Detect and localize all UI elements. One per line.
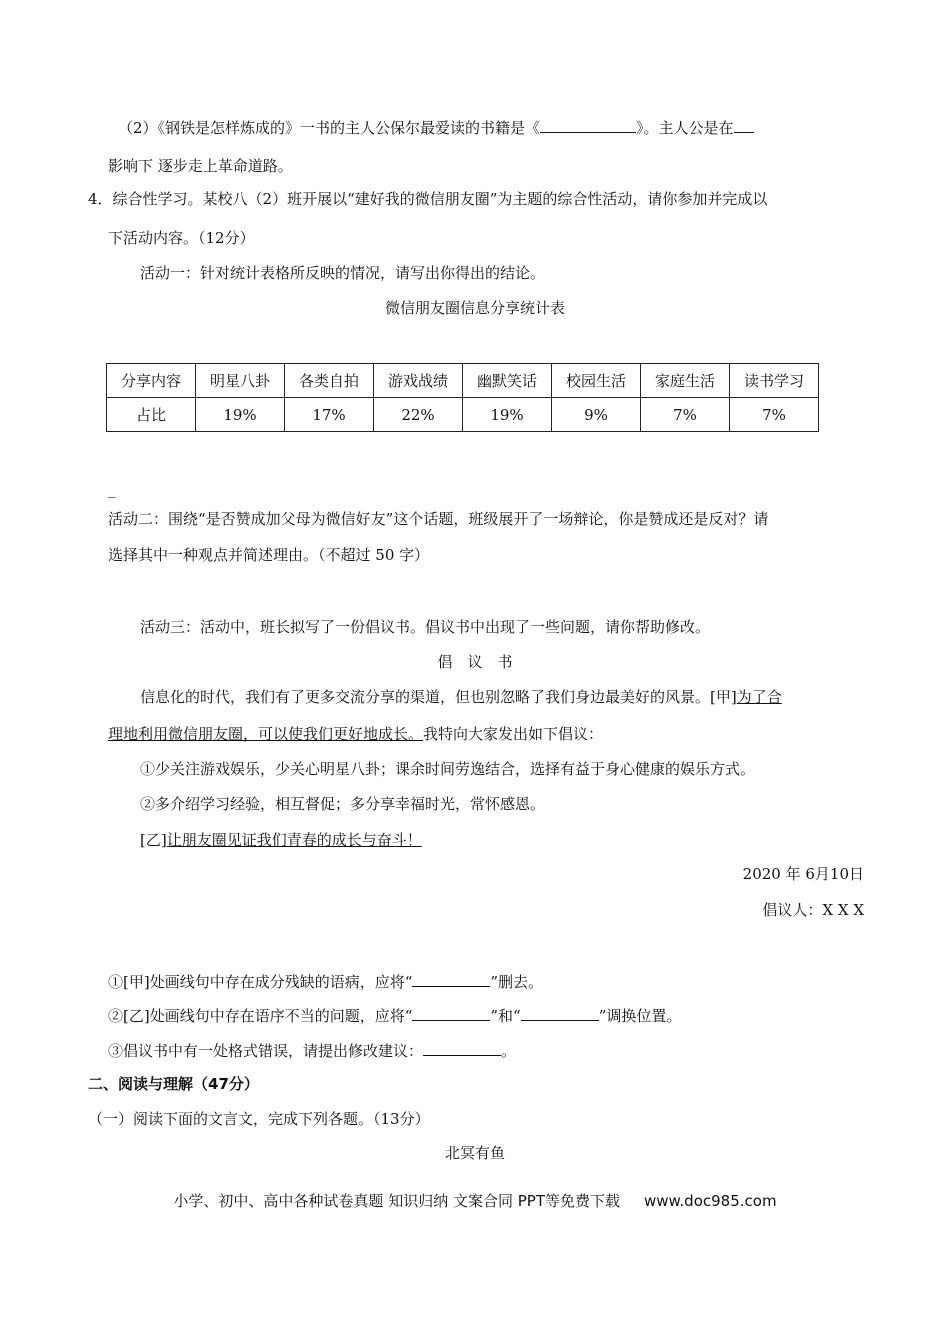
passage-title: 北冥有鱼	[444, 1144, 505, 1162]
answer-blank-task2a[interactable]	[412, 1004, 490, 1021]
underlined-sentence-jia: 为了合	[736, 688, 782, 706]
table-cell: 明星八卦	[196, 364, 285, 398]
underlined-sentence-jia-cont: 理地利用微信朋友圈，可以使我们更好地成长。	[108, 725, 424, 743]
table-cell: 9%	[552, 398, 641, 432]
answer-blank-task3[interactable]	[423, 1039, 501, 1056]
proposal-item1: ①少关注游戏娱乐，少关心明星八卦；课余时间劳逸结合，选择有益于身心健康的娱乐方式。	[140, 760, 756, 778]
table-cell: 7%	[730, 398, 819, 432]
proposal-title: 倡 议 书	[437, 653, 513, 671]
activity2-line1: 活动二：围绕“是否赞成加父母为微信好友”这个话题，班级展开了一场辩论，你是赞成还是反对？请	[108, 510, 769, 528]
table-cell: 家庭生活	[641, 364, 730, 398]
table-cell: 各类自拍	[285, 364, 374, 398]
table-cell: 读书学习	[730, 364, 819, 398]
page-footer	[0, 1190, 950, 1211]
section2-sub1: （一）阅读下面的文言文，完成下列各题。（13分）	[88, 1110, 430, 1128]
table-cell: 幽默笑话	[463, 364, 552, 398]
section2-heading: 二、阅读与理解（47分）	[88, 1075, 259, 1093]
q3-2-line1: （2）《钢铁是怎样炼成的》一书的主人公保尔最爱读的书籍是《 》。主人公是在	[118, 116, 754, 139]
table-header-cell: 占比	[107, 398, 196, 432]
proposal-p1-line2: 理地利用微信朋友圈，可以使我们更好地成长。我特向大家发出如下倡议：	[108, 725, 604, 743]
proposal-signer: 倡议人：X X X	[762, 901, 864, 919]
footer-url[interactable]: www.doc985.com	[643, 1192, 777, 1210]
underlined-sentence-yi: 让朋友圈见证我们青春的成长与奋斗！	[166, 831, 422, 849]
table-cell: 游戏战绩	[374, 364, 463, 398]
q4-line1: 4．综合性学习。某校八（2）班开展以“建好我的微信朋友圈”为主题的综合性活动，请你参加并完成以	[88, 190, 768, 208]
table-row	[107, 398, 819, 432]
table-cell: 22%	[374, 398, 463, 432]
stat-table	[106, 363, 819, 432]
proposal-p1-line1: 信息化的时代，我们有了更多交流分享的渠道，但也别忽略了我们身边最美好的风景。[甲]为了合	[140, 688, 782, 706]
footer-text: 小学、初中、高中各种试卷真题 知识归纳 文案合同 PPT等免费下载	[173, 1192, 620, 1210]
answer-blank-task2b[interactable]	[521, 1004, 599, 1021]
answer-dash[interactable]: _	[108, 480, 116, 498]
answer-blank-influence[interactable]	[734, 116, 754, 133]
table-title: 微信朋友圈信息分享统计表	[384, 299, 565, 317]
table-cell: 19%	[463, 398, 552, 432]
q4-line2: 下活动内容。（12分）	[108, 229, 255, 247]
answer-blank-task1[interactable]	[412, 970, 490, 987]
activity2-line2: 选择其中一种观点并简述理由。（不超过 50 字）	[108, 546, 430, 564]
q3-2-line2: 影响下 逐步走上革命道路。	[108, 157, 293, 175]
proposal-item3: [乙]让朋友圈见证我们青春的成长与奋斗！	[140, 831, 422, 849]
activity1: 活动一：针对统计表格所反映的情况，请写出你得出的结论。	[140, 264, 546, 282]
answer-blank-book[interactable]	[540, 116, 636, 133]
table-cell: 17%	[285, 398, 374, 432]
activity3: 活动三：活动中，班长拟写了一份倡议书。倡议书中出现了一些问题，请你帮助修改。	[140, 618, 711, 636]
table-header-cell: 分享内容	[107, 364, 196, 398]
task3: ③倡议书中有一处格式错误，请提出修改建议： 。	[108, 1039, 516, 1062]
proposal-date: 2020 年 6月10日	[742, 865, 864, 883]
table-row	[107, 364, 819, 398]
task1: ①[甲]处画线句中存在成分残缺的语病，应将“ ”删去。	[108, 970, 543, 993]
table-cell: 19%	[196, 398, 285, 432]
table-cell: 校园生活	[552, 364, 641, 398]
table-cell: 7%	[641, 398, 730, 432]
task2: ②[乙]处画线句中存在语序不当的问题，应将“ ”和“ ”调换位置。	[108, 1004, 681, 1027]
proposal-item2: ②多介绍学习经验，相互督促；多分享幸福时光，常怀感恩。	[140, 795, 546, 813]
